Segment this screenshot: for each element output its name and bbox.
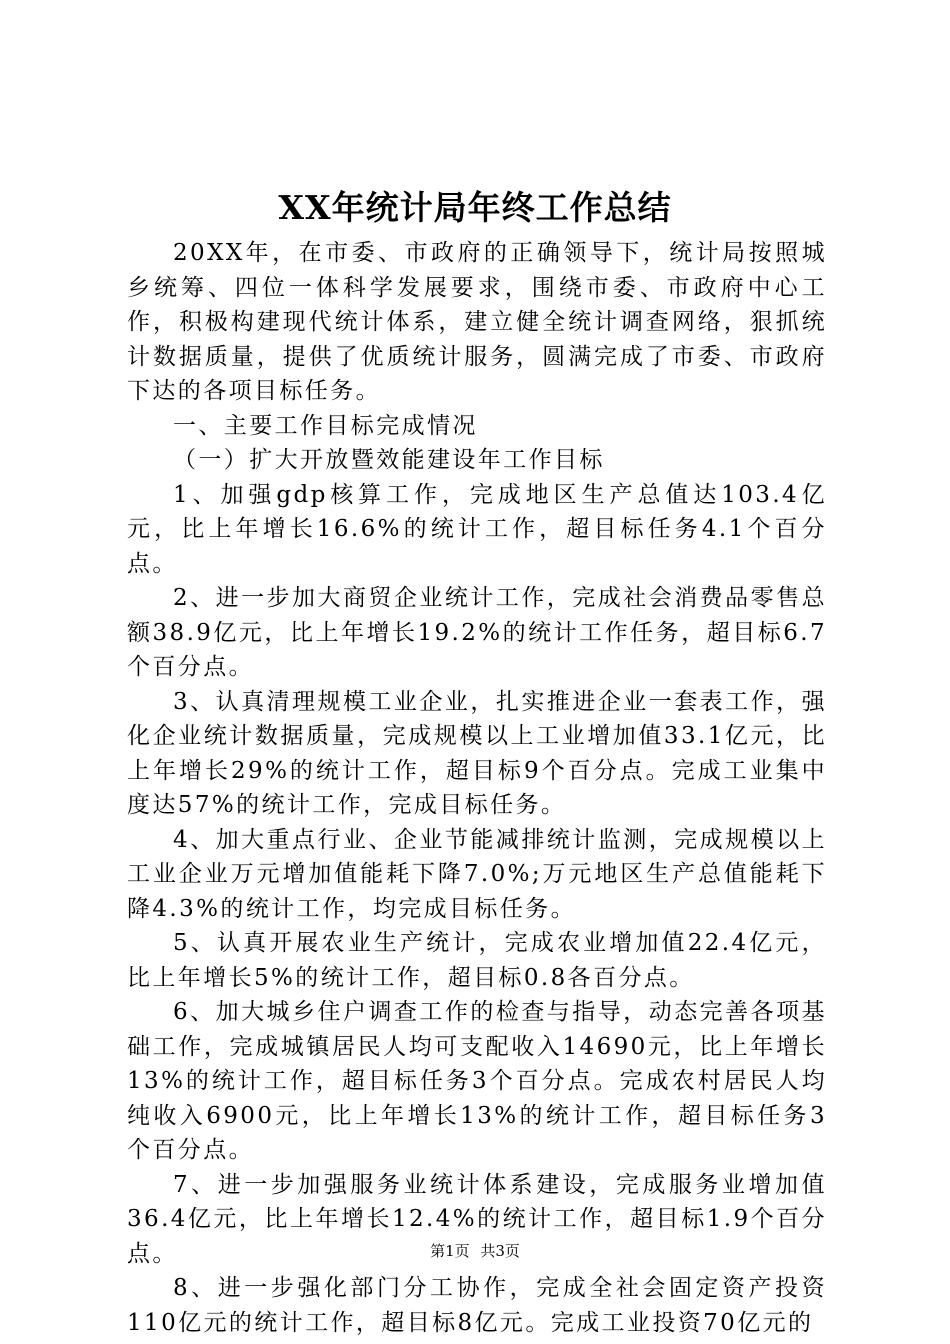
paragraph-item-4: 4、加大重点行业、企业节能减排统计监测，完成规模以上工业企业万元增加值能耗下降7.0%;万元地区生产总值能耗下降4.3%的统计工作，均完成目标任务。 — [127, 826, 827, 922]
paragraph-item-6: 6、加大城乡住户调查工作的检查与指导，动态完善各项基础工作，完成城镇居民人均可支配收入14690元，比上年增长13%的统计工作，超目标任务3个百分点。完成农村居民人均纯收入6900元，比上年增长13%的统计工作，超目标任务3个百分点。 — [127, 999, 827, 1163]
page-number: 第1页 — [430, 1242, 470, 1260]
section-heading: 一、主要工作目标完成情况 — [173, 412, 478, 439]
page-total: 共3页 — [480, 1242, 520, 1260]
paragraph-intro: 20XX年，在市委、市政府的正确领导下，统计局按照城乡统筹、四位一体科学发展要求，围绕市委、市政府中心工作，积极构建现代统计体系，建立健全统计调查网络，狠抓统计数据质量，提供了优质统计服务，圆满完成了市委、市政府下达的各项目标任务。 — [127, 240, 827, 404]
document-title: XX年统计局年终工作总结 — [278, 188, 672, 227]
paragraph-item-3: 3、认真清理规模工业企业，扎实推进企业一套表工作，强化企业统计数据质量，完成规模以上工业增加值33.1亿元，比上年增长29%的统计工作，超目标9个百分点。完成工业集中度达57%的统计工作，完成目标任务。 — [127, 688, 827, 818]
paragraph-item-8: 8、进一步强化部门分工协作，完成全社会固定资产投资110亿元的统计工作，超目标8亿元。完成工业投资70亿元的 — [127, 1275, 827, 1336]
paragraph-item-2: 2、进一步加大商贸企业统计工作，完成社会消费品零售总额38.9亿元，比上年增长19.2%的统计工作任务，超目标6.7个百分点。 — [127, 585, 827, 680]
subsection-heading: （一）扩大开放暨效能建设年工作目标 — [173, 447, 605, 473]
paragraph-item-1: 1、加强gdp核算工作，完成地区生产总值达103.4亿元，比上年增长16.6%的统计工作，超目标任务4.1个百分点。 — [127, 481, 827, 577]
paragraph-item-7: 7、进一步加强服务业统计体系建设，完成服务业增加值36.4亿元，比上年增长12.4%的统计工作，超目标1.9个百分点。 — [127, 1171, 827, 1267]
paragraph-item-5: 5、认真开展农业生产统计，完成农业增加值22.4亿元，比上年增长5%的统计工作，超目标0.8各百分点。 — [127, 930, 827, 991]
document-body — [127, 236, 827, 1340]
page-footer — [0, 1241, 950, 1261]
